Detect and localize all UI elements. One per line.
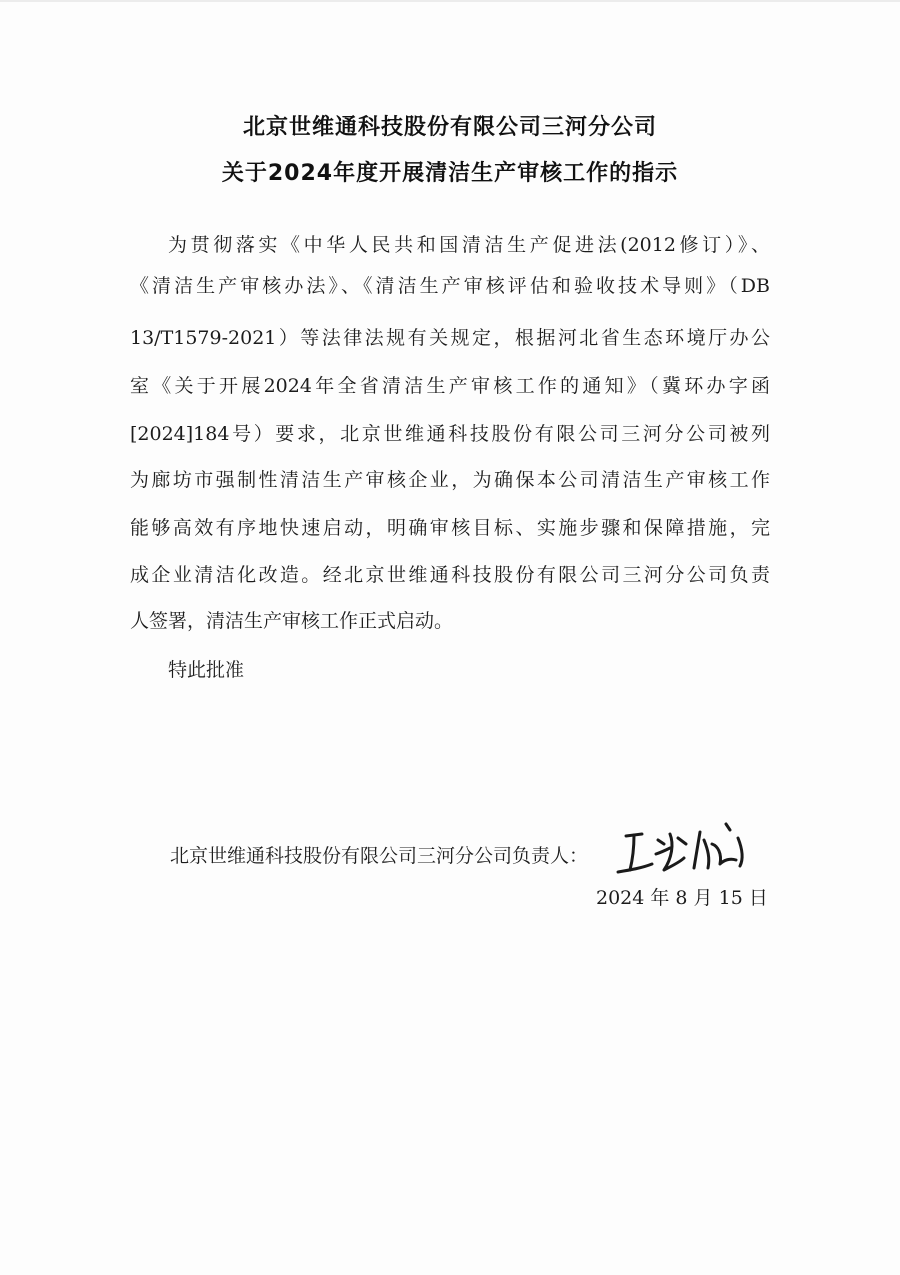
body-text-line: 为贯彻落实《中华人民共和国清洁生产促进法(2012修订）》、 (168, 234, 770, 256)
body-text-line: 为廊坊市强制性清洁生产审核企业，为确保本公司清洁生产审核工作 (130, 469, 770, 491)
body-text-line: 室《关于开展2024年全省清洁生产审核工作的通知》（冀环办字函 (130, 375, 770, 397)
body-text-line: [2024]184号）要求，北京世维通科技股份有限公司三河分公司被列 (130, 423, 770, 445)
body-text-line: 《清洁生产审核办法》、《清洁生产审核评估和验收技术导则》（DB (130, 275, 770, 297)
document-date: 2024 年 8 月 15 日 (596, 887, 768, 909)
document-title-line-2: 关于2024年度开展清洁生产审核工作的指示 (221, 161, 679, 186)
body-text-line: 13/T1579-2021）等法律法规有关规定，根据河北省生态环境厅办公 (130, 327, 770, 349)
handwritten-signature (612, 814, 762, 884)
approval-text: 特此批准 (168, 659, 245, 681)
document-title-line-1: 北京世维通科技股份有限公司三河分公司 (242, 115, 657, 140)
body-text-line: 人签署，清洁生产审核工作正式启动。 (130, 610, 454, 632)
page-edge (0, 0, 900, 2)
body-text-line: 成企业清洁化改造。经北京世维通科技股份有限公司三河分公司负责 (130, 564, 770, 586)
signatory-label: 北京世维通科技股份有限公司三河分公司负责人： (170, 845, 589, 867)
body-text-line: 能够高效有序地快速启动，明确审核目标、实施步骤和保障措施，完 (130, 517, 770, 539)
